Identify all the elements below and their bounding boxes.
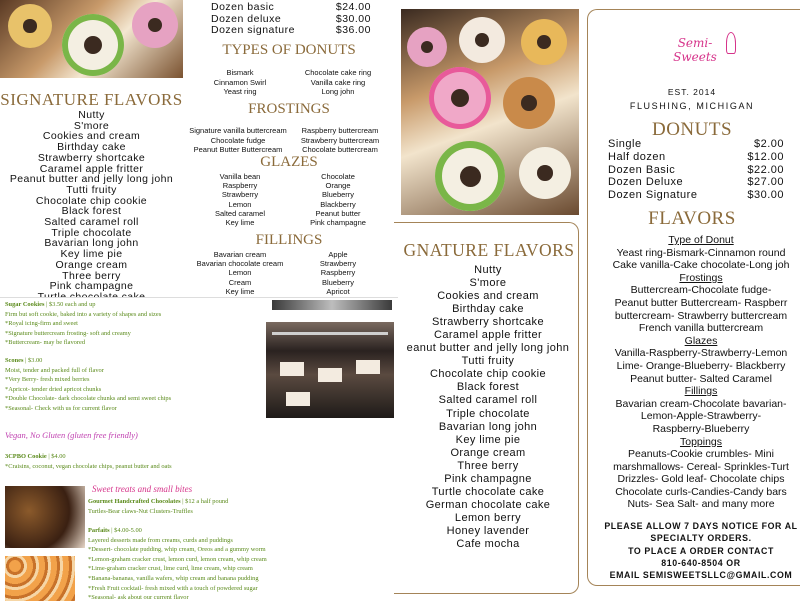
- parfaits-photo: [5, 556, 75, 601]
- flavor-item: Pink champagne: [444, 472, 532, 485]
- detail-line: Vanilla-Raspberry-Strawberry-Lemon: [614, 347, 788, 360]
- price-row: [608, 138, 784, 151]
- filling-item: Blueberry: [321, 277, 355, 287]
- price-row: [608, 164, 784, 177]
- scones: Scones | $3.00 Moist, tender and packed full of flavor *Very Berry- fresh mixed berries *Apricot- tender dried apricot chunks *Double Chocolate- dark chocolate chunks and semi sweet chips *Seasonal- Check with us for current flavor: [5, 356, 265, 413]
- flavor-item: Strawberry shortcake: [37, 151, 146, 164]
- frostings-heading: Frostings: [679, 271, 723, 284]
- flavor-item: Cookies and cream: [42, 130, 141, 143]
- order-notice: [590, 520, 800, 581]
- bakery-case-photo: [266, 322, 394, 418]
- detail-line: Peanut butter- Salted Caramel: [630, 372, 772, 385]
- cpbo-cookie: 3CPBO Cookie | $4.00 *Craisins, coconut, vegan chocolate chips, peanut butter and oats: [5, 452, 265, 471]
- price-row: [608, 189, 784, 202]
- flavor-item: Cafe mocha: [456, 537, 520, 550]
- fillings-list: [191, 250, 387, 296]
- type-heading: Type of Donut: [668, 234, 734, 246]
- glaze-item: Strawberry: [221, 190, 259, 200]
- cpbo-line: *Craisins, coconut, vegan chocolate chips, peanut butter and oats: [5, 462, 172, 470]
- flavor-item: Salted caramel roll: [44, 216, 139, 229]
- signature-heading: SIGNATURE FLAVORS: [0, 90, 183, 109]
- detail-line: buttercream- Strawberry buttercream: [614, 309, 788, 322]
- type-item: Bismark: [226, 68, 254, 77]
- panel-5: [584, 0, 800, 600]
- price-label: Dozen signature: [211, 24, 295, 36]
- frosting-item: Chocolate buttercream: [302, 145, 378, 154]
- types-heading: TYPES OF DONUTS: [222, 42, 356, 58]
- glaze-item: Orange: [325, 181, 351, 191]
- sugar-line: Firm but soft cookie, baked into a variety of shapes and sizes: [5, 310, 162, 318]
- price-row: [608, 151, 784, 164]
- type-item: Vanilla cake ring: [310, 77, 366, 87]
- parfaits-line: *Lime-graham cracker crust, lime curd, lime cream, whip cream: [88, 565, 253, 573]
- sugar-cookies: Sugar Cookies | $3.50 each and up Firm but soft cookie, baked into a variety of shapes and sizes *Royal icing-firm and sweet *Signature buttercream frosting- soft and creamy *Buttercream- may be flavored: [5, 300, 265, 348]
- signature-flavors-large: [388, 264, 588, 551]
- price-value: $12.00: [747, 150, 784, 163]
- sugar-title: Sugar Cookies: [5, 301, 45, 308]
- filling-item: Apricot: [326, 286, 350, 296]
- glazes-heading: GLAZES: [260, 154, 318, 170]
- gourmet-line: Turtles-Bear claws-Nut Clusters-Truffles: [88, 507, 193, 515]
- flavor-item: Bavarian long john: [438, 420, 538, 433]
- frosting-item: Raspberry buttercream: [301, 126, 379, 135]
- detail-line: Yeast ring-Bismark-Cinnamon round: [616, 246, 786, 259]
- flavor-item: Caramel apple fritter: [433, 329, 543, 342]
- flavor-item: Black forest: [61, 205, 122, 218]
- glaze-item: Chocolate: [321, 172, 355, 181]
- parfaits-line: Layered desserts made from creams, curds and puddings: [88, 536, 233, 544]
- whisk-icon: [726, 32, 736, 54]
- gourmet-chocolates: Gourmet Handcrafted Chocolates | $12 a half pound Turtles-Bear claws-Nut Clusters-Truffles: [88, 497, 328, 516]
- price-value: $30.00: [747, 189, 784, 202]
- filling-item: Apple: [328, 250, 348, 259]
- bakery-strip: [272, 300, 392, 310]
- frosting-item: Peanut Butter Buttercream: [193, 145, 283, 154]
- price-value: $27.00: [747, 176, 784, 189]
- fillings-heading: Fillings: [684, 385, 718, 398]
- flavor-item: Cookies and cream: [437, 290, 539, 303]
- scones-line: Moist, tender and packed full of flavor: [5, 366, 104, 374]
- detail-line: Peanut butter Buttercream- Raspberr: [614, 296, 788, 309]
- price-value: $22.00: [747, 163, 784, 176]
- frosting-item: Strawberry buttercream: [300, 135, 380, 145]
- flavor-item: S'more: [469, 277, 507, 290]
- flavor-item: Tutti fruity: [461, 355, 515, 368]
- price-label: Single: [608, 138, 642, 150]
- signature-heading-large: GNATURE FLAVORS: [403, 240, 575, 260]
- parfaits-price: $4.00-5.00: [114, 527, 142, 534]
- est-text: EST. 2014: [667, 87, 717, 97]
- frosting-item: Chocolate fudge: [210, 135, 266, 145]
- flavor-item: Black forest: [456, 381, 520, 394]
- gourmet-title: Gourmet Handcrafted Chocolates: [88, 498, 181, 505]
- panel-2: [183, 0, 395, 300]
- flavor-item: Tutti fruity: [66, 183, 117, 196]
- frostings-heading: FROSTINGS: [248, 101, 330, 117]
- detail-line: Bavarian cream-Chocolate bavarian-: [615, 397, 787, 410]
- vegan-heading: Vegan, No Gluten (gluten free friendly): [5, 430, 138, 440]
- logo: [660, 30, 730, 80]
- flavor-item: Birthday cake: [57, 141, 126, 154]
- detail-line: Drizzles- Gold leaf- Chocolate chips: [617, 473, 785, 486]
- flavor-item: Three berry: [62, 269, 121, 282]
- flavor-item: Birthday cake: [452, 303, 524, 316]
- sugar-line: *Royal icing-firm and sweet: [5, 320, 78, 327]
- price-value: $2.00: [753, 138, 784, 150]
- detail-line: Nuts- Sea Salt- and many more: [627, 498, 775, 511]
- flavor-item: Nutty: [474, 264, 502, 276]
- parfaits-title: Parfaits: [88, 527, 110, 534]
- city-text: FLUSHING, MICHIGAN: [629, 101, 755, 111]
- flavor-item: Key lime pie: [60, 248, 123, 261]
- price-value: $24.00: [335, 1, 371, 13]
- types-list: [191, 68, 387, 97]
- price-label: Dozen Signature: [608, 189, 698, 202]
- filling-item: Cream: [228, 277, 252, 287]
- panel-3: [0, 297, 398, 601]
- scones-price: $3.00: [27, 357, 43, 364]
- cpbo-price: $4.00: [51, 453, 66, 460]
- sweet-heading: Sweet treats and small bites: [92, 484, 193, 494]
- flavor-item: Salted caramel roll: [438, 394, 538, 407]
- notice-line: PLEASE ALLOW 7 DAYS NOTICE FOR AL: [604, 521, 798, 531]
- flavor-item: Lemon berry: [454, 511, 522, 524]
- donut-prices: [608, 138, 784, 202]
- notice-line: EMAIL SEMISWEETSLLC@GMAIL.COM: [609, 570, 793, 581]
- filling-item: Bavarian chocolate cream: [196, 259, 284, 269]
- filling-item: Key lime: [225, 286, 255, 296]
- flavor-item: S'more: [73, 119, 110, 132]
- flavor-item: Bavarian long john: [44, 237, 139, 250]
- detail-line: Lime- Orange-Blueberry- Blackberry: [616, 359, 786, 372]
- filling-item: Bavarian cream: [213, 250, 267, 259]
- type-item: Long john: [321, 87, 355, 96]
- type-item: Chocolate cake ring: [304, 68, 372, 77]
- flavor-item: Three berry: [457, 459, 519, 472]
- parfaits-line: *Lemon-graham cracker crust, lemon curd, lemon cream, whip cream: [88, 555, 267, 563]
- type-item: Cinnamon Swirl: [213, 77, 267, 87]
- price-label: Dozen basic: [211, 1, 275, 13]
- price-row: [608, 176, 784, 189]
- glaze-item: Vanilla bean: [219, 172, 261, 181]
- scones-line: *Very Berry- fresh mixed berries: [5, 376, 90, 383]
- price-row: [211, 2, 371, 14]
- filling-item: Raspberry: [320, 268, 356, 278]
- filling-item: Lemon: [228, 268, 252, 278]
- filling-item: Strawberry: [319, 259, 357, 269]
- glazes-list: [191, 172, 387, 227]
- flavor-item: Nutty: [78, 109, 105, 121]
- parfaits-line: *Seasonal- ask about our current flavor: [88, 594, 189, 602]
- glaze-item: Pink champagne: [310, 218, 366, 228]
- detail-line: Lemon-Apple-Strawberry-: [640, 410, 762, 423]
- dozen-prices: [211, 2, 371, 37]
- flavor-item: Chocolate chip cookie: [429, 368, 547, 381]
- scones-line: *Seasonal- Check with us for current flavor: [5, 404, 117, 412]
- price-value: $36.00: [335, 24, 371, 36]
- flavor-item: Turtle chocolate cake: [431, 485, 545, 498]
- price-row: [211, 25, 371, 37]
- glaze-item: Lemon: [228, 199, 252, 209]
- detail-line: French vanilla buttercream: [638, 322, 764, 335]
- detail-line: Cake vanilla-Cake chocolate-Long joh: [612, 259, 790, 272]
- flavor-item: Peanut butter and jelly long john: [9, 173, 174, 186]
- flavor-item: Triple chocolate: [446, 407, 530, 420]
- toppings-heading: Toppings: [679, 435, 723, 448]
- donut-photo-top-left: [0, 0, 183, 78]
- sugar-price: $3.50 each and up: [48, 301, 96, 308]
- notice-line: SPECIALTY ORDERS.: [650, 533, 752, 544]
- chocolates-photo: [5, 486, 85, 548]
- logo-text: Semi-Sweets: [673, 36, 717, 64]
- price-label: Half dozen: [608, 150, 666, 163]
- detail-line: Raspberry-Blueberry: [652, 422, 750, 435]
- panel-1: [0, 0, 183, 300]
- flavor-item: Triple chocolate: [51, 226, 132, 239]
- parfaits-line: *Banana-bananas, vanilla wafers, whip cream and banana pudding: [88, 574, 259, 582]
- glazes-heading: Glazes: [684, 334, 718, 347]
- price-value: $30.00: [335, 12, 371, 25]
- signature-flavors-list: [0, 110, 183, 303]
- scones-title: Scones: [5, 357, 24, 364]
- detail-line: Peanuts-Cookie crumbles- Mini: [628, 448, 774, 461]
- price-label: Dozen Deluxe: [608, 176, 684, 189]
- detail-line: marshmallows- Cereal- Sprinkles-Turt: [613, 460, 789, 473]
- frosting-item: Signature vanilla buttercream: [189, 126, 287, 135]
- scones-line: *Apricot- tender dried apricot chunks: [5, 385, 102, 393]
- donuts-collage-photo: [401, 9, 579, 215]
- scones-line: *Double Chocolate- dark chocolate chunks and semi sweet chips: [5, 395, 172, 402]
- cpbo-title: 3CPBO Cookie: [5, 453, 47, 460]
- flavors-heading: FLAVORS: [648, 208, 736, 229]
- glaze-item: Salted caramel: [214, 208, 266, 218]
- price-label: Dozen Basic: [608, 163, 676, 176]
- flavor-item: Orange cream: [450, 446, 526, 459]
- parfaits-line: *Dessert- chocolate pudding, whip cream, Oreos and a gummy worm: [88, 546, 266, 554]
- glaze-item: Blueberry: [321, 190, 355, 200]
- flavor-item: Chocolate chip cookie: [35, 194, 148, 207]
- flavor-item: Orange cream: [55, 258, 128, 271]
- parfaits-line: *Fresh Fruit cocktail- fresh mixed with a touch of powdered sugar: [88, 584, 258, 592]
- price-label: Dozen deluxe: [211, 12, 282, 25]
- frostings-list: [187, 126, 391, 155]
- type-item: Yeast ring: [223, 87, 257, 96]
- glaze-item: Peanut butter: [315, 208, 361, 218]
- glaze-item: Raspberry: [222, 181, 258, 191]
- donuts-heading: DONUTS: [651, 119, 733, 140]
- parfaits: Parfaits | $4.00-5.00 Layered desserts made from creams, curds and puddings *Dessert- chocolate pudding, whip cream, Oreos and a gummy worm *Lemon-graham cracker crust, lemon curd, lemon cream, whip cream *Lime-graham cracker crust, lime curd, lime cream, whip cream *Banana-bananas, vanilla wafers, whip cream and banana pudding *Fresh Fruit cocktail- fresh mixed with a touch of powdered sugar *Seasonal- ask about our current flavor: [88, 526, 328, 603]
- flavor-item: Caramel apple fritter: [39, 162, 144, 175]
- fillings-heading: FILLINGS: [255, 232, 323, 248]
- flavor-item: Honey lavender: [446, 524, 530, 537]
- panel-4: [398, 0, 584, 600]
- sugar-line: *Signature buttercream frosting- soft and creamy: [5, 329, 131, 337]
- glaze-item: Key lime: [225, 218, 255, 228]
- flavor-item: eanut butter and jelly long john: [406, 342, 570, 355]
- notice-line: TO PLACE A ORDER CONTACT: [628, 545, 774, 556]
- flavor-item: German chocolate cake: [425, 498, 551, 511]
- detail-line: Buttercream-Chocolate fudge-: [630, 284, 772, 297]
- sugar-line: *Buttercream- may be flavored: [5, 339, 86, 346]
- flavor-item: Strawberry shortcake: [432, 316, 544, 329]
- flavors-details: [590, 234, 800, 511]
- flavor-item: Pink champagne: [49, 280, 134, 293]
- glaze-item: Blackberry: [320, 199, 356, 209]
- gourmet-price: $12 a half pound: [185, 498, 229, 505]
- flavor-item: Key lime pie: [455, 433, 521, 446]
- notice-line: 810-640-8504 OR: [661, 557, 741, 568]
- detail-line: Chocolate curls-Candies-Candy bars: [615, 485, 787, 498]
